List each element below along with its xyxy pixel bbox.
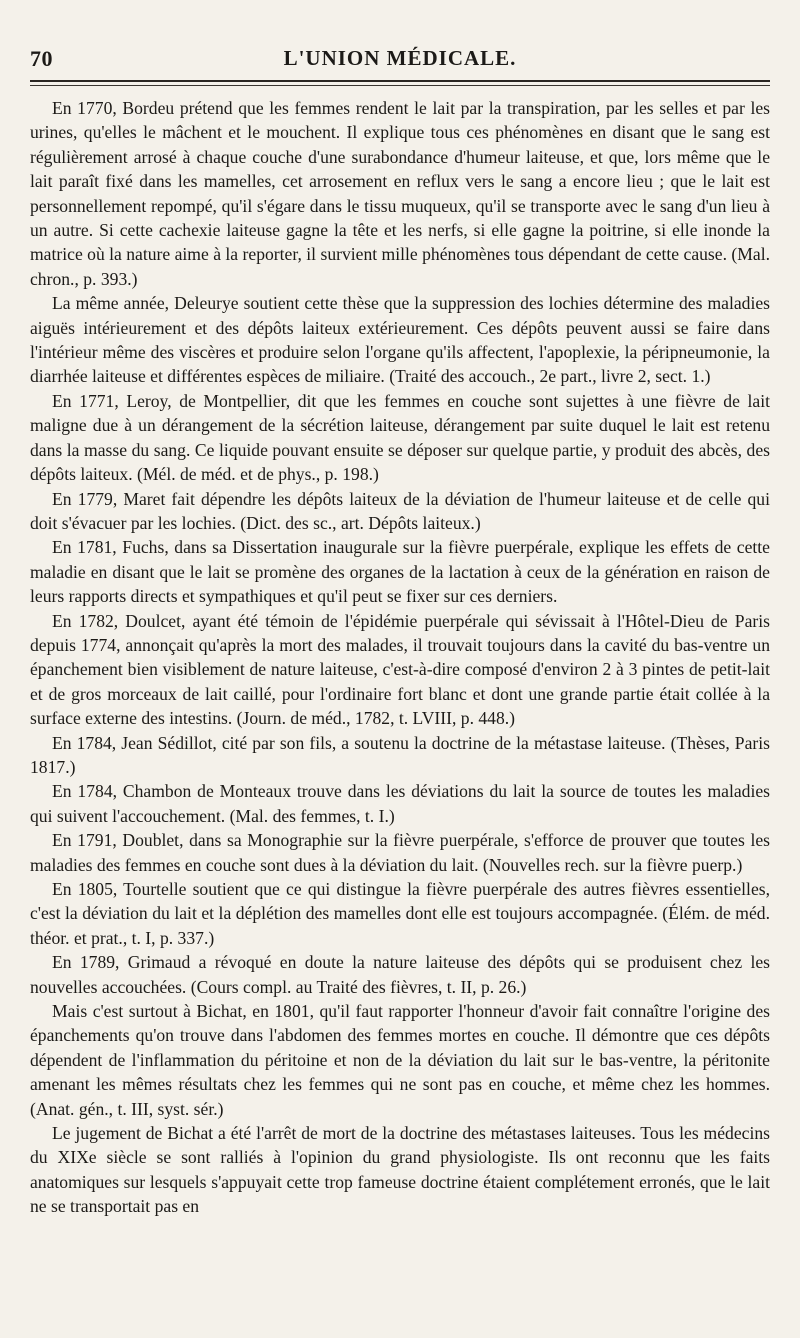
paragraph: En 1784, Chambon de Monteaux trouve dans les déviations du lait la source de toutes les maladies qui suivent l'accouchement. (Mal. des femmes, t. I.) (30, 781, 770, 826)
paragraph: En 1770, Bordeu prétend que les femmes rendent le lait par la transpiration, par les selles et par les urines, qu'elles le mâchent et le mouchent. Il explique tous ces phénomènes en disant que le sang est régulièrement arrosé à chaque couche d'une surabondance d'humeur laiteuse, et que, lors même que le lait paraît fixé dans les mamelles, cet arrosement en reflux vers le sang a encore lieu ; que le lait est personnellement repompé, qu'il s'égare dans le tissu muqueux, qu'il se transporte avec le sang d'un lieu à un autre. Si cette cachexie laiteuse gagne la tête et les nerfs, si elle gagne la poitrine, si elle inonde la matrice où la nature aime à la reporter, il survient mille phénomènes tous dépendant de cette cause. (Mal. chron., p. 393.) (30, 98, 770, 289)
paragraph: En 1789, Grimaud a révoqué en doute la nature laiteuse des dépôts qui se produisent chez les nouvelles accouchées. (Cours compl. au Traité des fièvres, t. II, p. 26.) (30, 952, 770, 997)
paragraph: En 1771, Leroy, de Montpellier, dit que les femmes en couche sont sujettes à une fièvre de lait maligne due à un dérangement de la sécrétion laiteuse, dérangement par suite duquel le lait est retenu dans la masse du sang. Ce liquide pouvant ensuite se déposer sur quelque partie, y produit des abcès, des dépôts laiteux. (Mél. de méd. et de phys., p. 198.) (30, 390, 770, 485)
paragraph: La même année, Deleurye soutient cette thèse que la suppression des lochies détermine des maladies aiguës intérieurement et des dépôts laiteux extérieurement. Ces dépôts peuvent aussi se faire dans l'intérieur même des viscères et produire selon l'organe qu'ils affectent, l'apoplexie, la péripneumonie, la diarrhée laiteuse et différentes espèces de miliaire. (Traité des accouch., 2e part., livre 2, sect. 1.) (30, 293, 770, 387)
page-header (30, 44, 770, 82)
paragraph: Mais c'est surtout à Bichat, en 1801, qu'il faut rapporter l'honneur d'avoir fait connaître l'origine des épanchements qu'on trouve dans l'abdomen des femmes mortes en couche. Il démontre que ces dépôts dépendent de l'inflammation du péritoine et non de la déviation du lait sur le bas-ventre, la péritonite amenant les mêmes résultats chez les femmes qui ne sont pas en couche, et même chez les hommes. (Anat. gén., t. III, syst. sér.) (30, 1001, 770, 1119)
paragraph: En 1782, Doulcet, ayant été témoin de l'épidémie puerpérale qui sévissait à l'Hôtel-Dieu de Paris depuis 1774, annonçait qu'après la mort des malades, il trouvait toujours dans la cavité du bas-ventre un épanchement bien visiblement de nature laiteuse, c'est-à-dire composé d'environ 2 à 3 pintes de petit-lait et de gros morceaux de lait caillé, pour l'ordinaire fort blanc et dont une grande partie était collée à la surface externe des intestins. (Journ. de méd., 1782, t. LVIII, p. 448.) (30, 610, 770, 729)
paragraph: En 1779, Maret fait dépendre les dépôts laiteux de la déviation de l'humeur laiteuse et de celle qui doit s'évacuer par les lochies. (Dict. des sc., art. Dépôts laiteux.) (30, 488, 770, 533)
paragraph: En 1805, Tourtelle soutient que ce qui distingue la fièvre puerpérale des autres fièvres essentielles, c'est la déviation du lait et la déplétion des mamelles dont elle est toujours accompagnée. (Élém. de méd. théor. et prat., t. I, p. 337.) (30, 879, 770, 948)
paragraph: En 1781, Fuchs, dans sa Dissertation inaugurale sur la fièvre puerpérale, explique les effets de cette maladie en disant que le lait se promène des organes de la lactation à ceux de la génération en raison de leurs rapports directs et sympathiques et qu'il peut se fixer sur ces derniers. (30, 537, 770, 607)
running-title: L'UNION MÉDICALE. (283, 46, 517, 70)
paragraph: En 1784, Jean Sédillot, cité par son fils, a soutenu la doctrine de la métastase laiteuse. (Thèses, Paris 1817.) (30, 732, 770, 777)
body-text (30, 96, 770, 1219)
paragraph: En 1791, Doublet, dans sa Monographie sur la fièvre puerpérale, s'efforce de prouver que toutes les maladies des femmes en couche sont dues à la déviation du lait. (Nouvelles rech. sur la fièvre puerp.) (30, 830, 770, 875)
header-rule (30, 85, 770, 86)
paragraph: Le jugement de Bichat a été l'arrêt de mort de la doctrine des métastases laiteuses. Tous les médecins du XIXe siècle se sont ralliés à l'opinion du grand physiologiste. Ils ont reconnu que les faits anatomiques sur lesquels s'appuyait cette trop fameuse doctrine étaient complétement erronés, que le lait ne se transportait pas en (30, 1123, 770, 1217)
page-number: 70 (30, 46, 53, 71)
